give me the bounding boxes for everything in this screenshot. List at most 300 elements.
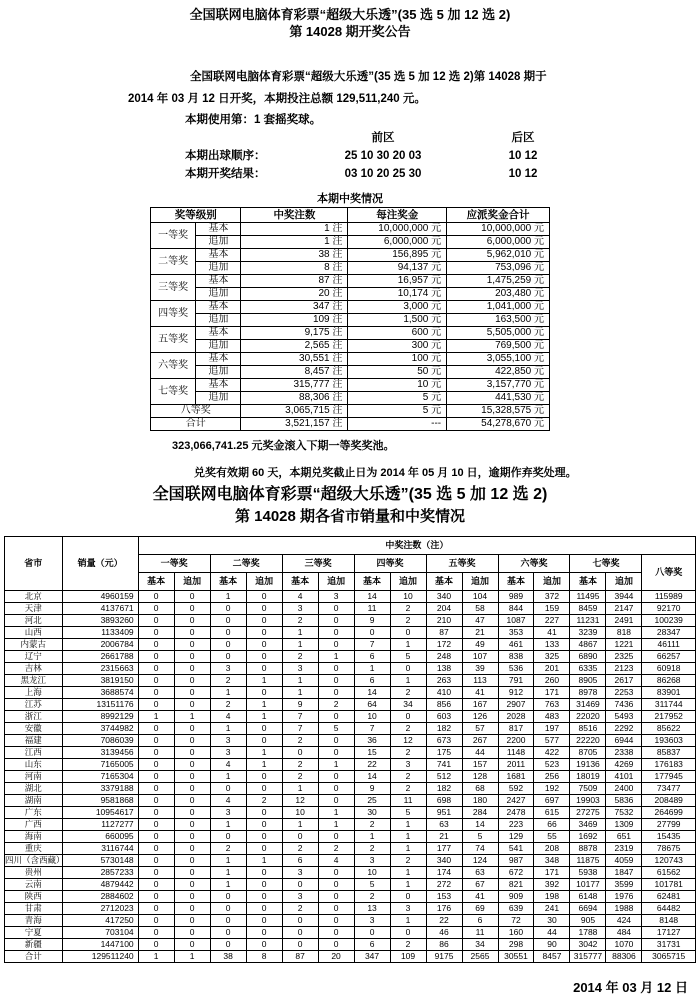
count-cell: 0 bbox=[138, 915, 174, 927]
province-cell: 合计 bbox=[5, 951, 63, 963]
count-cell: 21 bbox=[462, 627, 498, 639]
prize-row bbox=[151, 314, 550, 327]
ball-order-back: 10 12 bbox=[508, 150, 538, 162]
type-cell: 追加 bbox=[196, 314, 241, 327]
count-cell: 87 bbox=[426, 627, 462, 639]
sales-cell: 7165005 bbox=[62, 759, 138, 771]
count-cell: 410 bbox=[426, 687, 462, 699]
count-cell: 0 bbox=[174, 795, 210, 807]
count-cell: 1 bbox=[210, 687, 246, 699]
count-cell: 58 bbox=[462, 603, 498, 615]
per-cell: 1,500 元 bbox=[348, 314, 447, 327]
count-cell: 72 bbox=[498, 915, 534, 927]
count-cell: 22 bbox=[354, 759, 390, 771]
count-cell: 66 bbox=[534, 819, 570, 831]
count-cell: 6 bbox=[354, 675, 390, 687]
count-cell: 133 bbox=[534, 639, 570, 651]
draw-results bbox=[185, 129, 700, 183]
count-cell: 30 bbox=[534, 915, 570, 927]
col-header-tier1: 一等奖 bbox=[138, 555, 210, 573]
ball-set-line: 本期使用第：1 套摇奖球。 bbox=[185, 114, 322, 126]
count-cell: 0 bbox=[138, 927, 174, 939]
count-cell: 2 bbox=[390, 615, 426, 627]
col-header-tier: 奖等级别 bbox=[151, 208, 241, 223]
ball-order-front: 25 10 30 20 03 bbox=[344, 150, 422, 162]
count-cell: 9 bbox=[354, 783, 390, 795]
count-cell: 0 bbox=[246, 867, 282, 879]
table-row bbox=[5, 807, 696, 819]
count-cell: 12 bbox=[390, 735, 426, 747]
col-header-add: 追加 bbox=[246, 573, 282, 591]
count-cell: 9175 bbox=[426, 951, 462, 963]
count-cell: 3 bbox=[210, 747, 246, 759]
count-cell: 63 bbox=[462, 867, 498, 879]
count-cell: 25 bbox=[354, 795, 390, 807]
count-cell: 30551 bbox=[498, 951, 534, 963]
per-cell: 100 元 bbox=[348, 353, 447, 366]
count-cell: 1 bbox=[390, 867, 426, 879]
count-cell: 0 bbox=[282, 915, 318, 927]
count-cell: 0 bbox=[210, 831, 246, 843]
col-header-add: 追加 bbox=[318, 573, 354, 591]
tier-cell: 合计 bbox=[151, 418, 241, 431]
count-cell: 741 bbox=[426, 759, 462, 771]
sales-cell: 3893260 bbox=[62, 615, 138, 627]
sales-cell: 4879442 bbox=[62, 879, 138, 891]
count-cell: 63 bbox=[426, 819, 462, 831]
count-cell: 3 bbox=[210, 735, 246, 747]
type-cell: 追加 bbox=[196, 340, 241, 353]
count-cell: 2 bbox=[390, 783, 426, 795]
count-cell: 159 bbox=[534, 603, 570, 615]
count-cell: 1087 bbox=[498, 615, 534, 627]
type-cell: 基本 bbox=[196, 379, 241, 392]
count-cell: 1847 bbox=[606, 867, 642, 879]
count-cell: 484 bbox=[606, 927, 642, 939]
count-cell: 78675 bbox=[642, 843, 696, 855]
count-cell: 0 bbox=[282, 831, 318, 843]
count-cell: 6335 bbox=[570, 663, 606, 675]
count-cell: 0 bbox=[138, 699, 174, 711]
count-cell: 1 bbox=[390, 639, 426, 651]
count-cell: 182 bbox=[426, 723, 462, 735]
total-cell: 163,500 元 bbox=[447, 314, 550, 327]
per-cell: 3,000 元 bbox=[348, 301, 447, 314]
count-cell: 6944 bbox=[606, 735, 642, 747]
province-cell: 重庆 bbox=[5, 843, 63, 855]
count-cell: 1692 bbox=[570, 831, 606, 843]
province-cell: 新疆 bbox=[5, 939, 63, 951]
count-cell: 15435 bbox=[642, 831, 696, 843]
prize-table-title: 本期中奖情况 bbox=[317, 193, 383, 205]
count-cell: 987 bbox=[498, 855, 534, 867]
count-cell: 109 bbox=[390, 951, 426, 963]
count-cell: 0 bbox=[138, 747, 174, 759]
count-cell: 38 注 bbox=[241, 249, 348, 262]
count-cell: 87 bbox=[282, 951, 318, 963]
province-header-row1 bbox=[5, 537, 696, 555]
col-header-basic: 基本 bbox=[282, 573, 318, 591]
count-cell: 1 bbox=[282, 675, 318, 687]
count-cell: 0 bbox=[390, 711, 426, 723]
count-cell: 2478 bbox=[498, 807, 534, 819]
count-cell: 0 bbox=[390, 663, 426, 675]
count-cell: 1976 bbox=[606, 891, 642, 903]
sales-cell: 417250 bbox=[62, 915, 138, 927]
count-cell: 912 bbox=[498, 687, 534, 699]
count-cell: 47 bbox=[462, 615, 498, 627]
total-cell: 3,055,100 元 bbox=[447, 353, 550, 366]
count-cell: 2 bbox=[354, 843, 390, 855]
col-header-add: 追加 bbox=[606, 573, 642, 591]
count-cell: 0 bbox=[210, 927, 246, 939]
per-cell: 50 元 bbox=[348, 366, 447, 379]
count-cell: 1148 bbox=[498, 747, 534, 759]
count-cell: 0 bbox=[138, 879, 174, 891]
count-cell: 10 bbox=[390, 591, 426, 603]
count-cell: 1 bbox=[246, 759, 282, 771]
count-cell: 68 bbox=[462, 783, 498, 795]
count-cell: 88306 bbox=[606, 951, 642, 963]
count-cell: 5938 bbox=[570, 867, 606, 879]
count-cell: 6694 bbox=[570, 903, 606, 915]
count-cell: 0 bbox=[174, 771, 210, 783]
per-cell: 94,137 元 bbox=[348, 262, 447, 275]
table-row bbox=[5, 663, 696, 675]
count-cell: 0 bbox=[318, 939, 354, 951]
count-cell: 177945 bbox=[642, 771, 696, 783]
count-cell: 1 注 bbox=[241, 236, 348, 249]
count-cell: 4059 bbox=[606, 855, 642, 867]
sales-cell: 3819150 bbox=[62, 675, 138, 687]
count-cell: 0 bbox=[318, 927, 354, 939]
per-cell: 5 元 bbox=[348, 405, 447, 418]
count-cell: 2028 bbox=[498, 711, 534, 723]
count-cell: 192 bbox=[534, 783, 570, 795]
count-cell: 0 bbox=[318, 867, 354, 879]
count-cell: 763 bbox=[534, 699, 570, 711]
count-cell: 197 bbox=[534, 723, 570, 735]
count-cell: 2147 bbox=[606, 603, 642, 615]
sales-cell: 7165304 bbox=[62, 771, 138, 783]
col-header-province: 省市 bbox=[5, 537, 63, 591]
count-cell: 27799 bbox=[642, 819, 696, 831]
count-cell: 1681 bbox=[498, 771, 534, 783]
count-cell: 0 bbox=[318, 891, 354, 903]
count-cell: 86 bbox=[426, 939, 462, 951]
count-cell: 3944 bbox=[606, 591, 642, 603]
count-cell: 60918 bbox=[642, 663, 696, 675]
sales-cell: 660095 bbox=[62, 831, 138, 843]
count-cell: 11 bbox=[354, 603, 390, 615]
count-cell: 348 bbox=[534, 855, 570, 867]
table-row bbox=[5, 675, 696, 687]
count-cell: 14 bbox=[354, 591, 390, 603]
prize-row bbox=[151, 340, 550, 353]
count-cell: 272 bbox=[426, 879, 462, 891]
count-cell: 2011 bbox=[498, 759, 534, 771]
count-cell: 210 bbox=[426, 615, 462, 627]
count-cell: 6148 bbox=[570, 891, 606, 903]
count-cell: 0 bbox=[174, 783, 210, 795]
total-cell: 10,000,000 元 bbox=[447, 223, 550, 236]
count-cell: 2 bbox=[282, 771, 318, 783]
count-cell: 2 bbox=[390, 723, 426, 735]
count-cell: 8,457 注 bbox=[241, 366, 348, 379]
count-cell: 9,175 注 bbox=[241, 327, 348, 340]
per-cell: 16,957 元 bbox=[348, 275, 447, 288]
count-cell: 672 bbox=[498, 867, 534, 879]
count-cell: 1 bbox=[246, 699, 282, 711]
count-cell: 0 bbox=[174, 819, 210, 831]
count-cell: 424 bbox=[606, 915, 642, 927]
count-cell: 0 bbox=[318, 627, 354, 639]
count-cell: 1 bbox=[282, 783, 318, 795]
table-row bbox=[5, 831, 696, 843]
col-header-basic: 基本 bbox=[498, 573, 534, 591]
count-cell: 2 bbox=[318, 843, 354, 855]
table-row bbox=[5, 687, 696, 699]
sales-cell: 4960159 bbox=[62, 591, 138, 603]
count-cell: 0 bbox=[210, 891, 246, 903]
count-cell: 46 bbox=[426, 927, 462, 939]
count-cell: 19903 bbox=[570, 795, 606, 807]
count-cell: 160 bbox=[498, 927, 534, 939]
count-cell: 167 bbox=[462, 699, 498, 711]
count-cell: 3 bbox=[282, 663, 318, 675]
count-cell: 11 bbox=[390, 795, 426, 807]
col-header-tier3: 三等奖 bbox=[282, 555, 354, 573]
count-cell: 0 bbox=[174, 843, 210, 855]
count-cell: 651 bbox=[606, 831, 642, 843]
count-cell: 2319 bbox=[606, 843, 642, 855]
count-cell: 2200 bbox=[498, 735, 534, 747]
count-cell: 1 bbox=[282, 819, 318, 831]
count-cell: 0 bbox=[318, 639, 354, 651]
count-cell: 7 bbox=[354, 639, 390, 651]
type-cell: 基本 bbox=[196, 275, 241, 288]
count-cell: 204 bbox=[426, 603, 462, 615]
count-cell: 0 bbox=[390, 627, 426, 639]
redeem-note: 兑奖有效期 60 天，本期兑奖截止日为 2014 年 05 月 10 日，逾期作弃奖处理。 bbox=[194, 467, 577, 479]
count-cell: 86268 bbox=[642, 675, 696, 687]
col-header-per: 每注奖金 bbox=[348, 208, 447, 223]
count-cell: 0 bbox=[246, 591, 282, 603]
count-cell: 1 bbox=[318, 651, 354, 663]
count-cell: 0 bbox=[138, 891, 174, 903]
prize-row bbox=[151, 301, 550, 314]
count-cell: 325 bbox=[534, 651, 570, 663]
col-header-count: 中奖注数 bbox=[241, 208, 348, 223]
count-cell: 817 bbox=[498, 723, 534, 735]
count-cell: 8878 bbox=[570, 843, 606, 855]
type-cell: 追加 bbox=[196, 262, 241, 275]
count-cell: 31731 bbox=[642, 939, 696, 951]
ball-order-row bbox=[185, 147, 700, 165]
count-cell: 0 bbox=[138, 831, 174, 843]
page-title-line1: 全国联网电脑体育彩票“超级大乐透”(35 选 5 加 12 选 2) bbox=[189, 7, 511, 22]
front-zone-label: 前区 bbox=[371, 132, 395, 144]
count-cell: 2 bbox=[282, 843, 318, 855]
table-row bbox=[5, 711, 696, 723]
count-cell: 1 bbox=[282, 639, 318, 651]
province-section-title bbox=[0, 484, 700, 528]
count-cell: 182 bbox=[426, 783, 462, 795]
count-cell: 2 bbox=[282, 615, 318, 627]
count-cell: 14 bbox=[354, 771, 390, 783]
count-cell: 0 bbox=[138, 603, 174, 615]
count-cell: 92170 bbox=[642, 603, 696, 615]
count-cell: 0 bbox=[246, 939, 282, 951]
count-cell: 4101 bbox=[606, 771, 642, 783]
count-cell: 4 bbox=[210, 759, 246, 771]
count-cell: 0 bbox=[390, 927, 426, 939]
sales-cell: 2006784 bbox=[62, 639, 138, 651]
count-cell: 315,777 注 bbox=[241, 379, 348, 392]
count-cell: 0 bbox=[246, 735, 282, 747]
count-cell: 0 bbox=[174, 651, 210, 663]
count-cell: 171 bbox=[534, 687, 570, 699]
prize-row bbox=[151, 275, 550, 288]
count-cell: 2 bbox=[282, 651, 318, 663]
province-cell: 贵州 bbox=[5, 867, 63, 879]
count-cell: 512 bbox=[426, 771, 462, 783]
count-cell: 0 bbox=[246, 603, 282, 615]
type-cell: 追加 bbox=[196, 236, 241, 249]
sales-cell: 2661788 bbox=[62, 651, 138, 663]
count-cell: 0 bbox=[318, 879, 354, 891]
province-cell: 浙江 bbox=[5, 711, 63, 723]
province-cell: 河南 bbox=[5, 771, 63, 783]
count-cell: 5493 bbox=[606, 711, 642, 723]
count-cell: 0 bbox=[246, 615, 282, 627]
count-cell: 9 bbox=[282, 699, 318, 711]
count-cell: 1 bbox=[282, 687, 318, 699]
col-header-add: 追加 bbox=[174, 573, 210, 591]
total-cell: 769,500 元 bbox=[447, 340, 550, 353]
count-cell: 5 bbox=[390, 807, 426, 819]
tier-cell: 八等奖 bbox=[151, 405, 241, 418]
count-cell: 3042 bbox=[570, 939, 606, 951]
count-cell: 1 bbox=[210, 867, 246, 879]
count-cell: 0 bbox=[210, 651, 246, 663]
count-cell: 0 bbox=[282, 939, 318, 951]
province-cell: 青海 bbox=[5, 915, 63, 927]
count-cell: 0 bbox=[174, 699, 210, 711]
draw-result-back: 10 12 bbox=[508, 168, 538, 180]
count-cell: 241 bbox=[534, 903, 570, 915]
count-cell: 30 bbox=[354, 807, 390, 819]
count-cell: 193603 bbox=[642, 735, 696, 747]
count-cell: 2427 bbox=[498, 795, 534, 807]
tier-cell: 五等奖 bbox=[151, 327, 196, 353]
count-cell: 0 bbox=[138, 759, 174, 771]
tier-cell: 四等奖 bbox=[151, 301, 196, 327]
count-cell: 0 bbox=[318, 675, 354, 687]
count-cell: 27275 bbox=[570, 807, 606, 819]
count-cell: 0 bbox=[318, 603, 354, 615]
type-cell: 基本 bbox=[196, 223, 241, 236]
count-cell: 1 注 bbox=[241, 223, 348, 236]
count-cell: 1 bbox=[210, 723, 246, 735]
count-cell: 1309 bbox=[606, 819, 642, 831]
count-cell: 0 bbox=[174, 675, 210, 687]
count-cell: 2325 bbox=[606, 651, 642, 663]
prize-row bbox=[151, 327, 550, 340]
count-cell: 113 bbox=[462, 675, 498, 687]
count-cell: 4 bbox=[318, 855, 354, 867]
count-cell: 0 bbox=[138, 735, 174, 747]
count-cell: 0 bbox=[318, 663, 354, 675]
count-cell: 0 bbox=[318, 771, 354, 783]
sales-cell: 1133409 bbox=[62, 627, 138, 639]
count-cell: 0 bbox=[174, 903, 210, 915]
count-cell: 8978 bbox=[570, 687, 606, 699]
table-row bbox=[5, 759, 696, 771]
count-cell: 2 bbox=[282, 759, 318, 771]
count-cell: 2565 bbox=[462, 951, 498, 963]
count-cell: 264699 bbox=[642, 807, 696, 819]
count-cell: 0 bbox=[246, 723, 282, 735]
count-cell: 0 bbox=[174, 855, 210, 867]
count-cell: 347 注 bbox=[241, 301, 348, 314]
table-row bbox=[5, 879, 696, 891]
province-cell: 海南 bbox=[5, 831, 63, 843]
count-cell: 11 bbox=[462, 927, 498, 939]
tier-cell: 一等奖 bbox=[151, 223, 196, 249]
count-cell: 20 bbox=[318, 951, 354, 963]
province-cell: 江苏 bbox=[5, 699, 63, 711]
count-cell: 267 bbox=[462, 735, 498, 747]
count-cell: 0 bbox=[210, 903, 246, 915]
count-cell: 4 bbox=[282, 591, 318, 603]
draw-result-front: 03 10 20 25 30 bbox=[344, 168, 422, 180]
province-cell: 山西 bbox=[5, 627, 63, 639]
count-cell: 838 bbox=[498, 651, 534, 663]
count-cell: 0 bbox=[138, 783, 174, 795]
count-cell: 905 bbox=[570, 915, 606, 927]
count-cell: 263 bbox=[426, 675, 462, 687]
col-header-tier4: 四等奖 bbox=[354, 555, 426, 573]
table-row bbox=[5, 747, 696, 759]
count-cell: 10 bbox=[354, 711, 390, 723]
tier-cell: 六等奖 bbox=[151, 353, 196, 379]
count-cell: 422 bbox=[534, 747, 570, 759]
count-cell: 791 bbox=[498, 675, 534, 687]
count-cell: 175 bbox=[426, 747, 462, 759]
count-cell: 8148 bbox=[642, 915, 696, 927]
count-cell: 2400 bbox=[606, 783, 642, 795]
province-cell: 广东 bbox=[5, 807, 63, 819]
count-cell: 0 bbox=[174, 735, 210, 747]
count-cell: 1 bbox=[246, 711, 282, 723]
count-cell: 1070 bbox=[606, 939, 642, 951]
count-cell: 5 bbox=[390, 651, 426, 663]
count-cell: 138 bbox=[426, 663, 462, 675]
count-cell: 0 bbox=[174, 591, 210, 603]
total-cell: 54,278,670 元 bbox=[447, 418, 550, 431]
sales-cell: 2884602 bbox=[62, 891, 138, 903]
count-cell: 1 bbox=[390, 879, 426, 891]
draw-result-row bbox=[185, 165, 700, 183]
table-row bbox=[5, 795, 696, 807]
tier-cell: 七等奖 bbox=[151, 379, 196, 405]
table-row bbox=[5, 651, 696, 663]
count-cell: 44 bbox=[534, 927, 570, 939]
count-cell: 55 bbox=[534, 831, 570, 843]
count-cell: 3 bbox=[354, 915, 390, 927]
per-cell: 10,174 元 bbox=[348, 288, 447, 301]
